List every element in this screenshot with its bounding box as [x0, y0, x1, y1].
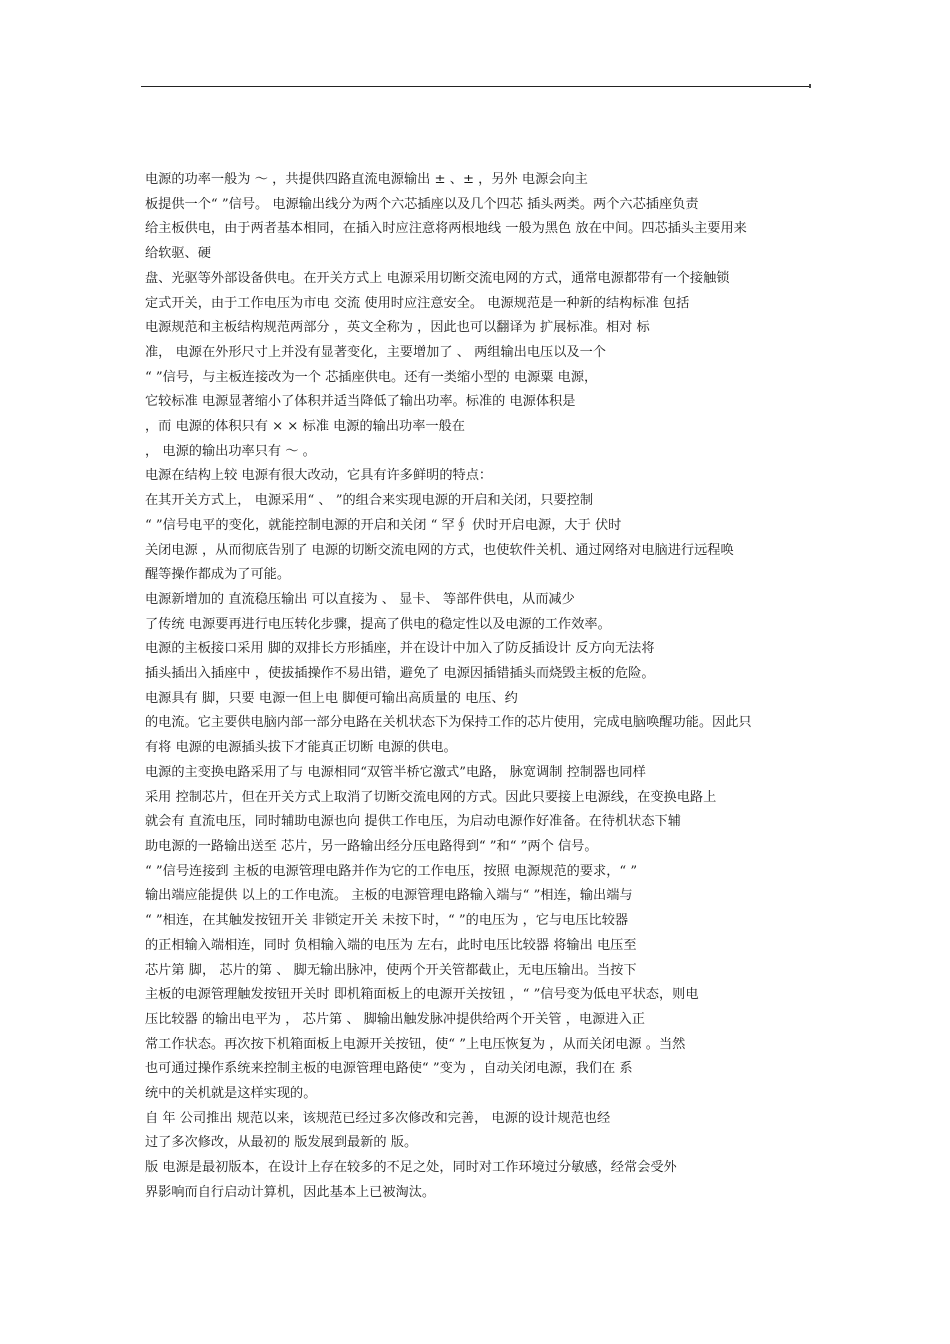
- text-line: 插头插出入插座中 ，使拔插操作不易出错，避免了 电源因插错插头而烧毁主板的危险。: [145, 666, 655, 682]
- text-line: 电源规范和主板结构规范两部分 ，英文全称为 ，因此也可以翻译为 扩展标准。相对 标: [145, 320, 650, 336]
- text-line: 电源的主变换电路采用了与 电源相同“双管半桥它激式”电路， 脉宽调制 控制器也同样: [145, 764, 646, 780]
- text-line: 的正相输入端相连，同时 负相输入端的电压为 左右，此时电压比较器 将输出 电压至: [145, 937, 637, 953]
- text-line: ， 电源的输出功率只有 ～ 。: [145, 443, 316, 459]
- text-line: 有将 电源的电源插头拔下才能真正切断 电源的供电。: [145, 740, 457, 756]
- text-line: 过了多次修改，从最初的 版发展到最新的 版。: [145, 1135, 418, 1151]
- text-line: 主板的电源管理触发按钮开关时 即机箱面板上的电源开关按钮 ，“ ”信号变为低电平状态，则电: [145, 987, 699, 1003]
- text-line: 输出端应能提供 以上的工作电流。 主板的电源管理电路输入端与“ ”相连，输出端与: [145, 888, 633, 904]
- text-line: 关闭电源 ，从而彻底告别了 电源的切断交流电网的方式，也使软件关机、通过网络对电脑进行远程唤: [145, 542, 734, 558]
- text-line: 准， 电源在外形尺寸上并没有显著变化，主要增加了 、 两组输出电压以及一个: [145, 344, 606, 360]
- text-line: 也可通过操作系统来控制主板的电源管理电路使“ ”变为 ，自动关闭电源，我们在 系: [145, 1061, 633, 1077]
- document-body: [145, 168, 810, 1206]
- text-line: ，而 电源的体积只有 × × 标准 电源的输出功率一般在: [145, 419, 465, 435]
- text-line: 给软驱、硬: [145, 246, 211, 262]
- text-line: 自 年 公司推出 规范以来，该规范已经过多次修改和完善， 电源的设计规范也经: [145, 1110, 611, 1126]
- text-line: 电源新增加的 直流稳压输出 可以直接为 、 显卡、 等部件供电，从而减少: [145, 591, 575, 607]
- text-line: 电源在结构上较 电源有很大改动，它具有许多鲜明的特点：: [145, 468, 493, 484]
- text-line: 的电流。它主要供电脑内部一部分电路在关机状态下为保持工作的芯片使用，完成电脑唤醒功能。因此只: [145, 715, 752, 731]
- text-line: 了传统 电源要再进行电压转化步骤，提高了供电的稳定性以及电源的工作效率。: [145, 616, 611, 632]
- header-rule: [141, 86, 810, 87]
- text-line: 板提供一个“ ”信号。 电源输出线分为两个六芯插座以及几个四芯 插头两类。两个六芯插座负责: [145, 196, 699, 212]
- text-line: 压比较器 的输出电平为 ， 芯片第 、 脚输出触发脉冲提供给两个开关管 ，电源进入正: [145, 1011, 645, 1027]
- text-line: 常工作状态。再次按下机箱面板上电源开关按钮，使“ ”上电压恢复为 ，从而关闭电源 。当然: [145, 1036, 686, 1052]
- text-line: “ ”信号，与主板连接改为一个 芯插座供电。还有一类缩小型的 电源粟 电源，: [145, 369, 598, 385]
- text-line: “ ”相连，在其触发按钮开关 非锁定开关 未按下时，“ ”的电压为 ，它与电压比较器: [145, 913, 629, 929]
- text-line: 助电源的一路输出送至 芯片，另一路输出经分压电路得到“ ”和“ ”两个 信号。: [145, 838, 598, 854]
- text-line: 统中的关机就是这样实现的。: [145, 1086, 317, 1102]
- header-rule-end-mark: [809, 84, 811, 88]
- text-line: 版 电源是最初版本，在设计上存在较多的不足之处，同时对工作环境过分敏感，经常会受外: [145, 1160, 677, 1176]
- text-line: 盘、光驱等外部设备供电。在开关方式上 电源采用切断交流电网的方式，通常电源都带有一个接触锁: [145, 270, 730, 286]
- text-line: 醒等操作都成为了可能。: [145, 567, 291, 583]
- text-line: 定式开关，由于工作电压为市电 交流 使用时应注意安全。 电源规范是一种新的结构标准 包括: [145, 295, 690, 311]
- text-line: 电源的功率一般为 ～ ，共提供四路直流电源输出 ± 、± ，另外 电源会向主: [145, 172, 588, 187]
- text-line: 电源的主板接口采用 脚的双排长方形插座，并在设计中加入了防反插设计 反方向无法将: [145, 641, 655, 657]
- text-line: “ ”信号电平的变化，就能控制电源的开启和关闭 “ 罕∮ 伏时开启电源，大于 伏时: [145, 517, 622, 533]
- text-line: 就会有 直流电压，同时辅助电源也向 提供工作电压，为启动电源作好准备。在待机状态下辅: [145, 814, 681, 830]
- text-line: 芯片第 脚， 芯片的第 、 脚无输出脉冲，使两个开关管都截止，无电压输出。当按下: [145, 962, 637, 978]
- text-line: 它较标准 电源显著缩小了体积并适当降低了输出功率。标准的 电源体积是: [145, 394, 576, 410]
- text-line: 在其开关方式上， 电源采用“ 、 ”的组合来实现电源的开启和关闭，只要控制: [145, 493, 594, 509]
- text-line: 采用 控制芯片，但在开关方式上取消了切断交流电网的方式。因此只要接上电源线，在变换电路上: [145, 789, 717, 805]
- text-line: 界影响而自行启动计算机，因此基本上已被淘汰。: [145, 1184, 436, 1200]
- text-line: 电源具有 脚，只要 电源一但上电 脚便可输出高质量的 电压、约: [145, 690, 518, 706]
- text-line: 给主板供电，由于两者基本相同，在插入时应注意将两根地线 一般为黑色 放在中间。四芯插头主要用来: [145, 221, 747, 237]
- text-line: “ ”信号连接到 主板的电源管理电路并作为它的工作电压，按照 电源规范的要求，“ ”: [145, 863, 638, 879]
